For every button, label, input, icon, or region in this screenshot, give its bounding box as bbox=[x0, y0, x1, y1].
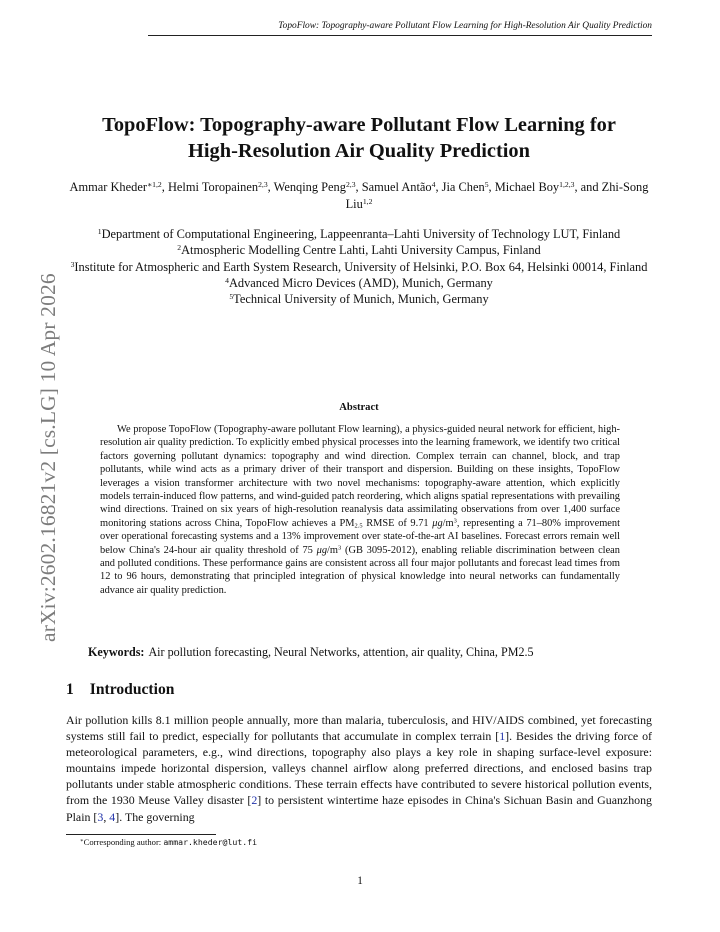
abstract-unit: /m bbox=[327, 544, 339, 556]
abstract-text: (GB 3095-2012), enabling reliable discrimination between clean and polluted conditions. These performance gains are consistent across all four major pollutants and forecast lead times from 12 to 96 hours, demonstrating that principled integration of physical knowledge into neural networks can fundamentally advance air quality prediction. bbox=[100, 544, 620, 596]
citation-link[interactable]: 1 bbox=[499, 729, 506, 744]
footnote bbox=[80, 837, 257, 847]
abstract-unit-exponent: 3 bbox=[338, 544, 342, 552]
keywords-label: Keywords: bbox=[88, 645, 145, 659]
affiliation bbox=[66, 291, 652, 307]
author-affiliation-mark: ∗1,2 bbox=[146, 179, 162, 189]
section-number: 1 bbox=[66, 681, 74, 698]
body-text: ] to persistent wintertime haze episodes in China's Sichuan Basin and Guanzhong Plain [ bbox=[66, 793, 652, 824]
abstract-body bbox=[100, 423, 620, 597]
abstract-subscript: 2.5 bbox=[354, 522, 363, 530]
affiliation-text: Institute for Atmospheric and Earth System Research, University of Helsinki, P.O. Box 64, Helsinki 00014, Finland bbox=[74, 259, 648, 274]
author-name: Helmi Toropainen bbox=[167, 180, 259, 194]
author-affiliation-mark: 1,2 bbox=[362, 196, 373, 206]
citation-link[interactable]: 2 bbox=[251, 793, 258, 808]
author-affiliation-mark: 2,3 bbox=[345, 179, 356, 189]
section-heading bbox=[66, 681, 174, 699]
affiliation-mark: 3 bbox=[70, 259, 75, 269]
abstract-unit-exponent: 3 bbox=[453, 517, 457, 525]
paper-title bbox=[66, 112, 652, 164]
author-list: Ammar Kheder$^{∗1,2}$, Helmi Toropainen$^{2,3}$, Wenqing Peng$^{2,3}$, Samuel Antão$^4$, Jia Chen$^5$, Michael Boy$^{1,2,3}$, and Zhi-Song Liu$^{1,2}$ bbox=[69, 179, 649, 211]
title-line: High-Resolution Air Quality Prediction bbox=[188, 140, 530, 162]
body-text: ]. Besides the driving force of meteorological parameters, e.g., wind directions, topography also plays a key role in shaping surface-level exposure: mountains impede horizontal dispersion, valleys channel airflow along preferred directions, and enclosed basins trap pollutants under stable atmospheric conditions. These terrain effects have contributed to severe historical pollution events, from the 1930 Meuse Valley disaster [ bbox=[66, 729, 652, 808]
affiliation-text: Technical University of Munich, Munich, Germany bbox=[233, 292, 489, 307]
affiliation bbox=[66, 259, 652, 275]
author-name: Samuel Antão bbox=[361, 180, 432, 194]
abstract-text: , representing a 71–80% improvement over operational forecasting systems and a 13% improvement over state-of-the-art AI baselines. Forecast errors remain well below China's 24-hour air quality threshold of 75 bbox=[100, 517, 621, 556]
page-number: 1 bbox=[357, 875, 363, 887]
header-rule bbox=[148, 35, 652, 36]
affiliation-text: Atmospheric Modelling Centre Lahti, Lahti University Campus, Finland bbox=[181, 243, 541, 258]
abstract-text: RMSE of 9.71 bbox=[362, 517, 433, 529]
keywords bbox=[88, 645, 650, 660]
abstract-unit: μg bbox=[316, 544, 328, 556]
affiliation-text: Department of Computational Engineering, Lappeenranta–Lahti University of Technology LUT, Finland bbox=[101, 227, 621, 241]
body-text: Air pollution kills 8.1 million people annually, more than malaria, tuberculosis, and HIV/AIDS combined, yet forecasting systems still fail to predict, especially for pollutants that accumulate in complex terrain [ bbox=[66, 713, 652, 744]
affiliation bbox=[66, 275, 652, 291]
abstract-unit: /m bbox=[442, 517, 454, 529]
affiliation-list bbox=[66, 226, 652, 307]
citation-link[interactable]: 4 bbox=[109, 809, 116, 824]
introduction-body bbox=[66, 712, 652, 825]
author-name: Wenqing Peng bbox=[273, 180, 346, 194]
footnote-rule bbox=[66, 834, 216, 835]
author-affiliation-mark: 4 bbox=[431, 179, 436, 189]
corresponding-email[interactable]: ammar.kheder@lut.fi bbox=[163, 837, 258, 847]
abstract-paragraph bbox=[100, 423, 620, 597]
author-affiliation-mark: 1,2,3 bbox=[559, 179, 575, 189]
affiliation-text: Advanced Micro Devices (AMD), Munich, Germany bbox=[228, 275, 493, 290]
author-affiliation-mark: 5 bbox=[484, 179, 489, 189]
abstract-text: We propose TopoFlow (Topography-aware pollutant Flow learning), a physics-guided neural network for efficient, high-resolution air quality prediction. To explicitly embed physical processes into the learning framework, we identify two critical factors governing pollutant dynamics: topography and wind direction. Complex terrain can channel, block, and trap pollutants, while wind acts as a primary driver of their transport and dispersion. Building on these insights, TopoFlow leverages a vision transformer architecture with two novel mechanisms: topography-aware attention, which explicitly models terrain-induced flow patterns, and wind-guided patch reordering, which aligns spatial representations with prevailing wind directions. Trained on six years of high-resolution reanalysis data assimilating observations from over 1,400 surface monitoring stations across China, TopoFlow achieves a PM bbox=[100, 424, 620, 529]
title-line: TopoFlow: Topography-aware Pollutant Flow Learning for bbox=[102, 114, 616, 136]
affiliation bbox=[66, 242, 652, 258]
affiliation bbox=[66, 226, 652, 242]
keywords-text: Air pollution forecasting, Neural Networks, attention, air quality, China, PM2.5 bbox=[148, 645, 534, 659]
author-name: Jia Chen bbox=[441, 180, 485, 194]
author-name: Michael Boy bbox=[494, 180, 560, 194]
author-name: Ammar Kheder bbox=[69, 180, 147, 194]
footnote-mark: ∗ bbox=[80, 838, 84, 845]
abstract-heading: Abstract bbox=[339, 402, 379, 413]
affiliation-mark: 5 bbox=[229, 291, 234, 301]
section-title: Introduction bbox=[89, 681, 175, 698]
affiliation-mark: 4 bbox=[225, 275, 229, 285]
arxiv-identifier-stamp[interactable]: arXiv:2602.16821v2 [cs.LG] 10 Apr 2026 bbox=[36, 273, 60, 642]
introduction-paragraph bbox=[66, 712, 652, 825]
author-name: Zhi-Song Liu bbox=[345, 180, 649, 211]
body-text: ]. The governing bbox=[115, 809, 195, 824]
footnote-label: Corresponding author: bbox=[83, 837, 164, 847]
citation-separator: , bbox=[103, 809, 110, 824]
abstract-unit: μg bbox=[432, 517, 443, 529]
citation-link[interactable]: 3 bbox=[97, 809, 104, 824]
affiliation-mark: 1 bbox=[97, 226, 102, 236]
author-affiliation-mark: 2,3 bbox=[258, 179, 268, 189]
running-header: TopoFlow: Topography-aware Pollutant Flow Learning for High-Resolution Air Quality Prediction bbox=[278, 21, 652, 31]
affiliation-mark: 2 bbox=[177, 243, 182, 253]
